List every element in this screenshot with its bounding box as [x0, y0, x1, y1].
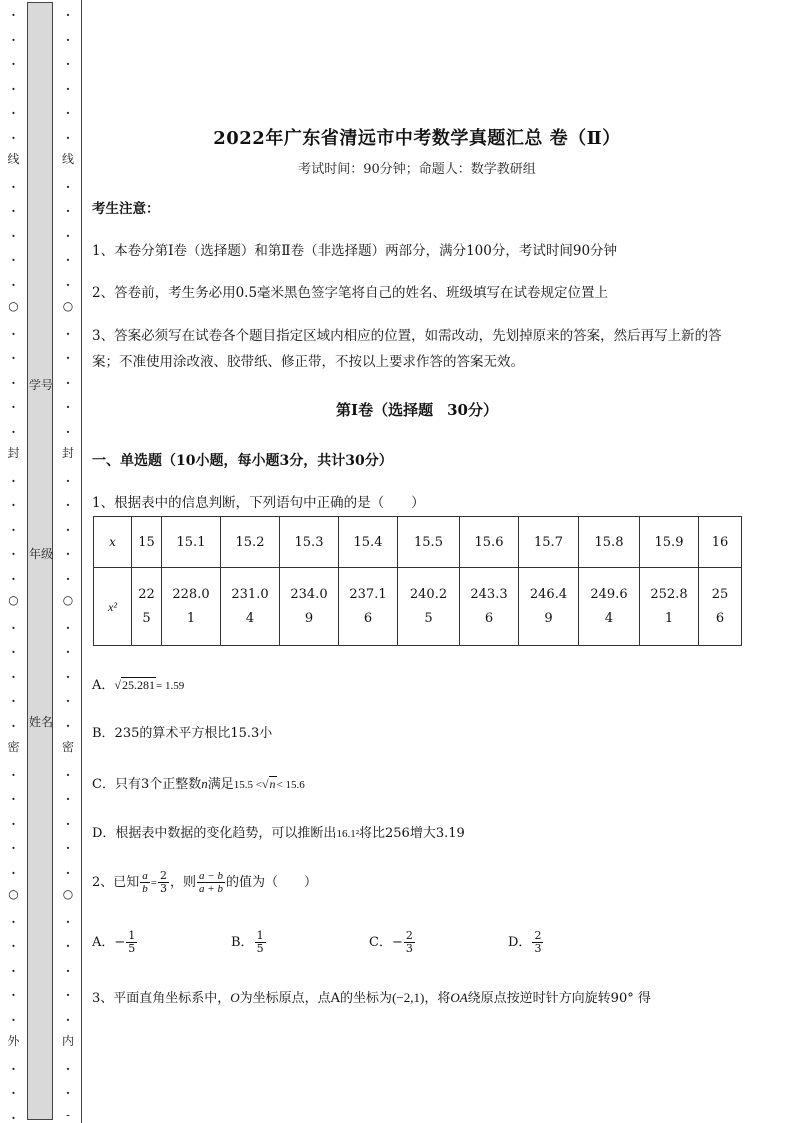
seal-dot: .: [65, 642, 71, 656]
seal-dot: .: [11, 691, 16, 705]
section-title-text: 第I卷（选择题: [336, 401, 434, 419]
seal-dot: .: [11, 715, 16, 730]
option-d-expr: 16.1²: [336, 828, 359, 840]
option-fraction: [404, 930, 415, 955]
seal-dot: .: [11, 103, 16, 117]
x-squared-label: x²: [108, 599, 117, 614]
sqrt-radicand: 25.281: [121, 678, 155, 692]
notice-item-3: 3、答案必须写在试卷各个题目指定区域内相应的位置，如需改动，先划掉原来的答案，然后再写上新的答案；不准使用涂改液、胶带纸、修正带，不按以上要求作答的答案无效。: [92, 328, 722, 370]
seal-dot: .: [65, 127, 71, 142]
seal-dot: .: [11, 666, 16, 681]
seal-dot: .: [65, 176, 71, 191]
q1-data-table: [93, 516, 742, 646]
option-label: D．: [508, 935, 532, 950]
table-cell-x: 15.9: [640, 517, 699, 568]
cell-line: 1: [664, 610, 674, 626]
frac-den: 5: [256, 942, 264, 955]
seal-dot: .: [65, 519, 71, 534]
seal-dot: .: [65, 397, 71, 411]
q3-post: 绕原点按逆时针方向旋转90° 得: [467, 991, 651, 1006]
q1-option-c: [92, 774, 305, 795]
seal-dot: .: [65, 691, 71, 705]
seal-char: 封: [61, 446, 74, 460]
seal-dot: .: [11, 372, 16, 387]
seal-dot: .: [11, 1058, 16, 1073]
seal-dot: .: [11, 642, 16, 656]
notice-item-1: 1、本卷分第I卷（选择题）和第Ⅱ卷（非选择题）两部分，满分100分，考试时间90分钟: [92, 243, 618, 259]
seal-dot: .: [11, 617, 16, 632]
seal-dot: .: [65, 323, 71, 338]
seal-dot: .: [65, 495, 71, 509]
table-cell-x: 15.5: [398, 517, 460, 568]
seal-dot: .: [65, 1058, 71, 1073]
frac-den: b: [142, 883, 148, 895]
table-cell-x-squared: [339, 568, 398, 646]
seal-dot: .: [65, 5, 71, 19]
q3-pre: 3、平面直角坐标系中，: [92, 991, 231, 1006]
seal-dot: .: [65, 911, 71, 926]
section-score: 30分）: [447, 401, 498, 419]
table-cell-x-squared: [132, 568, 162, 646]
seal-dot: .: [65, 838, 71, 852]
seal-dot: .: [65, 715, 71, 730]
seal-dot: .: [11, 764, 16, 779]
q3-stem: [92, 988, 651, 1009]
exam-title: 2022年广东省清远市中考数学真题汇总 卷（Ⅱ）: [213, 128, 621, 149]
option-fraction: [532, 930, 543, 955]
q2-option-b: [231, 928, 267, 958]
cell-line: 6: [715, 610, 725, 626]
cell-line: 231.0: [231, 586, 269, 602]
table-row-x-squared: [94, 568, 742, 646]
seal-dot: .: [65, 274, 71, 289]
section-title: [92, 399, 742, 420]
option-d-post: 将比256增大3.19: [359, 826, 465, 841]
seal-dot: .: [65, 103, 71, 117]
seal-dot: .: [11, 274, 16, 289]
cell-line: 234.0: [290, 586, 328, 602]
seal-dot: .: [11, 862, 16, 877]
table-cell-x-squared: [221, 568, 280, 646]
seal-dot: .: [11, 911, 16, 926]
seal-dot: .: [65, 568, 71, 583]
binding-margin-inner: [55, 0, 82, 1123]
seal-dot: .: [65, 936, 71, 950]
table-row-x: [94, 517, 742, 568]
cell-line: 228.0: [172, 586, 210, 602]
seal-dot: .: [11, 54, 16, 68]
seal-dot: .: [65, 201, 71, 215]
seal-dot: .: [65, 29, 71, 44]
cell-line: 246.4: [529, 586, 568, 602]
option-fraction: [255, 930, 266, 955]
seal-dot: .: [11, 348, 16, 362]
seal-dot: .: [11, 789, 16, 803]
seal-dot: .: [65, 960, 71, 975]
table-cell-x: 15.4: [339, 517, 398, 568]
seal-dot: .: [65, 862, 71, 877]
seal-char: 封: [7, 446, 20, 460]
seal-dot: .: [11, 960, 16, 975]
q1-option-a: [92, 675, 184, 696]
q3-coord: (−2,1): [392, 990, 425, 1005]
seal-dot: .: [11, 127, 16, 142]
table-cell-x: 15.7: [519, 517, 579, 568]
table-cell-x: 15.6: [460, 517, 519, 568]
name-field: 姓名: [28, 715, 53, 729]
frac-num: a − b: [199, 870, 223, 882]
seal-char: 内: [61, 1034, 74, 1048]
cell-line: 4: [245, 610, 255, 626]
frac-num: 2: [160, 869, 167, 882]
seal-dot: .: [11, 397, 16, 411]
seal-dot: .: [11, 250, 16, 264]
seal-dot: .: [65, 789, 71, 803]
table-cell-x-squared: [162, 568, 221, 646]
inner-seal-line: [55, 6, 81, 1121]
seal-dot: .: [11, 838, 16, 852]
seal-char: 密: [61, 740, 74, 754]
notice-item-2: 2、答卷前，考生务必用0.5毫米黑色签字笔将自己的姓名、班级填写在试卷规定位置上: [92, 285, 609, 301]
option-a-label: A．: [92, 678, 115, 693]
seal-dot: .: [11, 470, 16, 485]
frac-num: a: [142, 870, 148, 882]
q3-mid2: ，将: [424, 991, 451, 1006]
option-sign: −: [391, 935, 403, 950]
cell-line: 240.2: [409, 586, 448, 602]
cell-line: 6: [363, 610, 373, 626]
seal-char: 密: [7, 740, 20, 754]
q2-fraction-expression: [197, 870, 225, 895]
seal-dot: .: [65, 617, 71, 632]
cell-line: 6: [484, 610, 494, 626]
q2-option-d: [508, 928, 544, 958]
cell-line: 243.3: [470, 586, 508, 602]
option-a-result: = 1.59: [155, 680, 185, 692]
binding-margin-outer: [0, 0, 27, 1123]
seal-dot: .: [11, 1009, 16, 1024]
seal-dot: .: [11, 519, 16, 534]
seal-ring-icon: ○: [62, 299, 74, 313]
seal-ring-icon: ○: [8, 299, 19, 313]
table-header-x: x: [94, 517, 132, 568]
table-cell-x: 15.2: [221, 517, 280, 568]
option-c-lower: 15.5 <: [233, 779, 262, 791]
table-cell-x: 15.3: [280, 517, 339, 568]
q3-origin: O: [230, 990, 240, 1005]
q2-stem: [92, 868, 317, 898]
seal-dot: .: [11, 936, 16, 950]
table-cell-x-squared: [460, 568, 519, 646]
table-cell-x-squared: [699, 568, 742, 646]
table-cell-x-squared: [519, 568, 579, 646]
q2-option-a: [92, 928, 138, 958]
cell-line: 4: [604, 610, 614, 626]
option-label: C．: [369, 935, 392, 950]
part1-heading: 一、单选题（10小题，每小题3分，共计30分）: [92, 453, 393, 469]
q2-mid: ，则: [170, 875, 197, 890]
cell-line: 1: [186, 610, 196, 626]
option-c-pre: C．只有3个正整数: [92, 777, 202, 792]
student-info-gutter: [27, 2, 53, 1120]
frac-den: 3: [534, 942, 542, 955]
sqrt-expression: √25.281: [114, 678, 155, 692]
seal-dot: .: [11, 985, 16, 999]
table-cell-x: 15.1: [162, 517, 221, 568]
frac-den: 5: [128, 942, 136, 955]
seal-dot: .: [11, 813, 16, 828]
frac-den: 3: [160, 882, 167, 895]
option-sign: −: [114, 935, 126, 950]
cell-line: 5: [142, 610, 151, 626]
seal-dot: .: [65, 348, 71, 362]
table-cell-x: 15: [132, 517, 162, 568]
q2-pre: 2、已知: [92, 875, 140, 890]
seal-dot: .: [65, 225, 71, 240]
cell-line: 5: [424, 610, 433, 626]
table-cell-x: 16: [699, 517, 742, 568]
seal-dot: .: [65, 764, 71, 779]
seal-dot: .: [11, 421, 16, 436]
cell-line: 237.1: [349, 586, 387, 602]
frac-den: 3: [405, 942, 413, 955]
seal-dot: .: [11, 568, 16, 583]
frac-den: a + b: [199, 883, 223, 895]
seal-dot: .: [11, 1107, 16, 1122]
seal-dot: .: [11, 29, 16, 44]
cell-line: 9: [544, 610, 553, 626]
q2-eq: =: [150, 877, 157, 889]
cell-line: 9: [304, 610, 314, 626]
q2-fraction-a-over-b: [140, 870, 150, 895]
seal-dot: .: [11, 176, 16, 191]
option-label: A．: [92, 935, 115, 950]
seal-dot: .: [65, 666, 71, 681]
q1-option-d: [92, 824, 465, 844]
option-fraction: [126, 930, 137, 955]
seal-ring-icon: ○: [8, 887, 19, 901]
table-cell-x-squared: [398, 568, 460, 646]
seal-ring-icon: ○: [62, 887, 74, 901]
outer-seal-line: [0, 6, 27, 1121]
frac-num: 1: [128, 929, 136, 942]
seal-dot: .: [11, 1083, 16, 1097]
option-c-sqrt: √n: [261, 777, 276, 791]
q2-post: 的值为（ ）: [225, 875, 317, 890]
q1-option-b: B．235的算术平方根比15.3小: [92, 726, 273, 741]
seal-dot: .: [65, 470, 71, 485]
cell-line: 25: [711, 586, 729, 602]
seal-dot: .: [11, 225, 16, 240]
seal-dot: .: [65, 1009, 71, 1024]
q1-stem: 1、根据表中的信息判断，下列语句中正确的是（ ）: [92, 495, 425, 511]
q2-option-c: [369, 928, 416, 958]
seal-dot: .: [11, 544, 16, 558]
seal-dot: .: [65, 250, 71, 264]
option-c-mid: 满足: [207, 777, 234, 792]
cell-line: 249.6: [590, 586, 628, 602]
seal-dot: .: [11, 495, 16, 509]
q2-fraction-2-over-3: [158, 870, 169, 895]
seal-char: 外: [7, 1034, 20, 1048]
seal-ring-icon: ○: [8, 593, 19, 607]
seal-dot: .: [65, 1083, 71, 1097]
frac-num: 1: [256, 929, 264, 942]
q3-segment-oa: OA: [450, 990, 468, 1005]
table-cell-x-squared: [579, 568, 640, 646]
frac-num: 2: [534, 929, 542, 942]
table-cell-x-squared: [280, 568, 339, 646]
seal-dot: .: [65, 813, 71, 828]
student-id-field: 学号: [28, 378, 53, 392]
exam-subtitle: 考试时间：90分钟；命题人：数学教研组: [298, 162, 536, 177]
seal-dot: .: [11, 78, 16, 93]
seal-dot: .: [11, 323, 16, 338]
seal-char: 线: [7, 152, 20, 166]
option-c-radicand: n: [269, 777, 276, 791]
cell-line: 22: [138, 586, 155, 602]
seal-dot: .: [65, 78, 71, 93]
notice-heading: 考生注意：: [92, 201, 160, 217]
seal-dot: .: [11, 5, 16, 19]
seal-dot: .: [65, 544, 71, 558]
seal-dot: .: [65, 54, 71, 68]
option-label: B．: [231, 935, 254, 950]
seal-dot: .: [65, 421, 71, 436]
frac-num: 2: [405, 929, 413, 942]
option-c-var: n: [201, 776, 208, 791]
grade-field: 年级: [28, 547, 53, 561]
table-header-x-squared: [94, 568, 132, 646]
table-cell-x: 15.8: [579, 517, 640, 568]
q3-mid1: 为坐标原点，点A的坐标为: [239, 991, 393, 1006]
seal-dot: .: [65, 985, 71, 999]
cell-line: 252.8: [650, 586, 688, 602]
seal-dot: .: [11, 201, 16, 215]
seal-ring-icon: ○: [62, 593, 74, 607]
option-c-upper: < 15.6: [276, 779, 305, 791]
seal-dot: -: [65, 1107, 71, 1122]
option-d-pre: D．根据表中数据的变化趋势，可以推断出: [92, 826, 337, 841]
table-cell-x-squared: [640, 568, 699, 646]
seal-dot: .: [65, 372, 71, 387]
seal-char: 线: [61, 152, 74, 166]
